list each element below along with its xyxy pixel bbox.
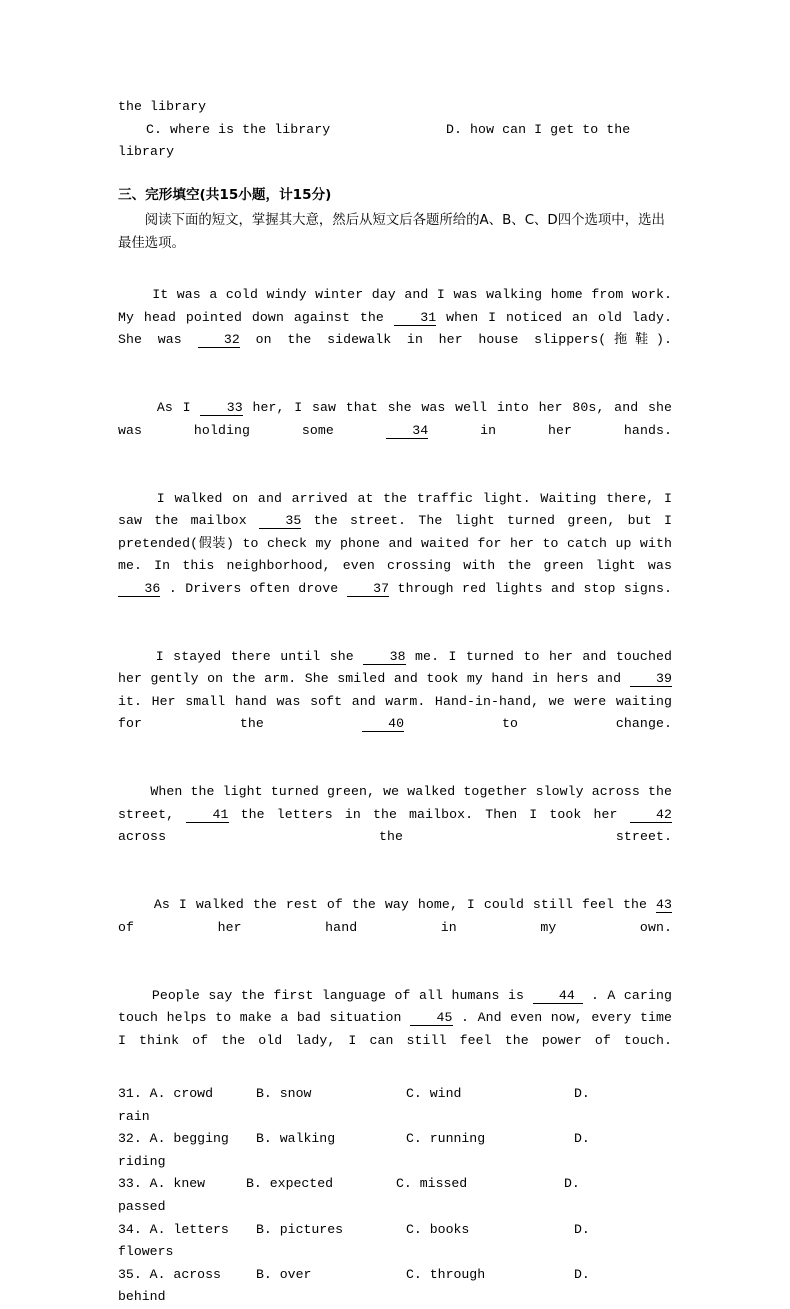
question-31-option-a[interactable]: A. crowd	[149, 1085, 213, 1101]
question-34-options	[118, 1219, 672, 1242]
question-33-number: 33.	[118, 1176, 142, 1192]
question-33-options	[118, 1173, 672, 1196]
blank-40: 40	[362, 716, 404, 732]
p7-text-2: . A caring touch helps to make a bad situation	[118, 987, 681, 1026]
section-heading: 三、完形填空(共15小题，计15分)	[118, 186, 332, 203]
question-32-option-d[interactable]: D.	[574, 1131, 590, 1147]
p1-text-3: on the sidewalk in her house slippers(拖鞋).	[239, 332, 672, 348]
fragment-line-1: the library	[118, 99, 207, 114]
passage-paragraph-6	[118, 872, 681, 962]
blank-33: 33	[200, 400, 242, 416]
question-35-option-c[interactable]: C. through	[406, 1266, 486, 1282]
blank-43: 43	[655, 897, 673, 913]
question-34-option-d-wrap[interactable]: flowers	[118, 1244, 174, 1260]
p2-text-2: her, I saw that she was well into her 80s, and she was holding some	[118, 400, 681, 438]
p4-text-2: me. I turned to her and touched her gently on the arm. She smiled and took my hand in hers and	[118, 648, 680, 687]
question-32-options	[118, 1128, 672, 1151]
blank-39: 39	[630, 671, 672, 687]
p2-text-3: in her hands.	[428, 422, 672, 438]
question-34	[118, 1219, 672, 1264]
blank-34: 34	[386, 423, 428, 439]
question-35-option-b[interactable]: B. over	[256, 1266, 312, 1282]
question-35-option-d-wrap[interactable]: behind	[118, 1289, 166, 1305]
spacer	[118, 119, 146, 142]
question-35-number-and-a	[118, 1264, 256, 1287]
question-31-number-and-a	[118, 1083, 256, 1106]
p4-text-3: it. Her small hand was soft and warm. Hand-in-hand, we were waiting for the	[118, 671, 681, 732]
blank-38: 38	[363, 649, 405, 665]
question-33-option-c[interactable]: C. missed	[396, 1176, 468, 1192]
question-33-option-b[interactable]: B. expected	[246, 1176, 334, 1192]
blank-42: 42	[630, 807, 672, 823]
p1-text-1: It was a cold windy winter day and I was walking home from work. My head pointed down against the	[118, 287, 681, 325]
passage-paragraph-1	[118, 262, 681, 375]
passage-paragraph-7	[118, 962, 681, 1075]
question-34-option-b[interactable]: B. pictures	[256, 1221, 344, 1237]
blank-44: 44	[533, 988, 583, 1004]
question-35	[118, 1264, 672, 1309]
p3-text-4: through red lights and stop signs.	[389, 580, 672, 596]
blank-41: 41	[186, 807, 228, 823]
question-32-option-d-wrap[interactable]: riding	[118, 1153, 166, 1169]
question-35-options	[118, 1264, 672, 1287]
blank-45: 45	[410, 1010, 452, 1026]
question-32-option-c[interactable]: C. running	[406, 1131, 486, 1147]
question-34-option-d[interactable]: D.	[574, 1221, 590, 1237]
p6-text-2: of her hand in my own.	[118, 897, 681, 935]
question-32-option-a[interactable]: A. begging	[149, 1131, 229, 1147]
p5-text-1: When the light turned green, we walked together slowly across the street,	[118, 784, 681, 822]
p1-text-2: when I noticed an old lady. She was	[118, 309, 681, 348]
p7-text-3: . And even now, every time I think of the old lady, I can still feel the power of touch.	[118, 1010, 681, 1048]
question-34-option-a[interactable]: A. letters	[149, 1221, 229, 1237]
question-31-option-d-wrap[interactable]: rain	[118, 1108, 150, 1124]
question-35-option-d[interactable]: D.	[574, 1266, 590, 1282]
p5-text-3: across the street.	[118, 806, 681, 845]
p7-text-1: People say the first language of all humans is	[151, 987, 533, 1003]
question-31-options	[118, 1083, 672, 1106]
blank-32: 32	[198, 332, 240, 348]
p3-text-1: I walked on and arrived at the traffic light. Waiting there, I saw the mailbox	[118, 490, 681, 529]
question-33-option-d-wrap[interactable]: passed	[118, 1198, 166, 1214]
section-instruction: 阅读下面的短文，掌握其大意，然后从短文后各题所给的A、B、C、D四个选项中，选出最佳选项。	[118, 213, 665, 251]
question-35-option-a[interactable]: A. across	[149, 1266, 221, 1282]
question-33-option-a[interactable]: A. knew	[149, 1176, 206, 1192]
question-31-option-d[interactable]: D.	[574, 1085, 590, 1101]
p4-text-4: to change.	[404, 716, 672, 732]
p3-text-3: . Drivers often drove	[160, 580, 347, 596]
question-33	[118, 1173, 672, 1218]
blank-31: 31	[394, 310, 436, 326]
p2-text-1: As I	[156, 400, 201, 416]
question-31	[118, 1083, 672, 1128]
p4-text-1: I stayed there until she	[155, 648, 364, 664]
fragment-option-c: C. where is the library	[146, 121, 331, 137]
question-32-option-b[interactable]: B. walking	[256, 1131, 336, 1147]
question-35-number: 35.	[118, 1266, 142, 1282]
question-31-option-c[interactable]: C. wind	[406, 1085, 462, 1101]
passage-paragraph-4	[118, 623, 681, 759]
blank-36: 36	[118, 581, 160, 597]
passage-paragraph-2	[118, 375, 681, 465]
question-33-number-and-a	[118, 1173, 246, 1196]
blank-37: 37	[347, 581, 389, 597]
question-34-number: 34.	[118, 1221, 142, 1237]
question-34-number-and-a	[118, 1219, 256, 1242]
question-32-number: 32.	[118, 1131, 142, 1147]
fragment-line-3: library	[118, 144, 175, 160]
fragment-option-d: D. how can I get to the	[446, 121, 631, 137]
p3-text-2: the street. The light turned green, but I pretended(假装) to check my phone and waited for her to catch up with me. In this neighborhood, even crossing with the green light was	[118, 513, 681, 574]
question-31-number: 31.	[118, 1085, 142, 1101]
p5-text-2: the letters in the mailbox. Then I took her	[228, 806, 630, 822]
question-32	[118, 1128, 672, 1173]
question-32-number-and-a	[118, 1128, 256, 1151]
question-34-option-c[interactable]: C. books	[406, 1221, 470, 1237]
blank-35: 35	[259, 513, 301, 529]
question-33-option-d[interactable]: D.	[564, 1176, 580, 1192]
passage-paragraph-5	[118, 759, 681, 872]
p6-text-1: As I walked the rest of the way home, I could still feel the	[153, 897, 656, 913]
passage-paragraph-3	[118, 465, 681, 623]
fragment-options-row	[118, 119, 672, 142]
question-31-option-b[interactable]: B. snow	[256, 1085, 312, 1101]
